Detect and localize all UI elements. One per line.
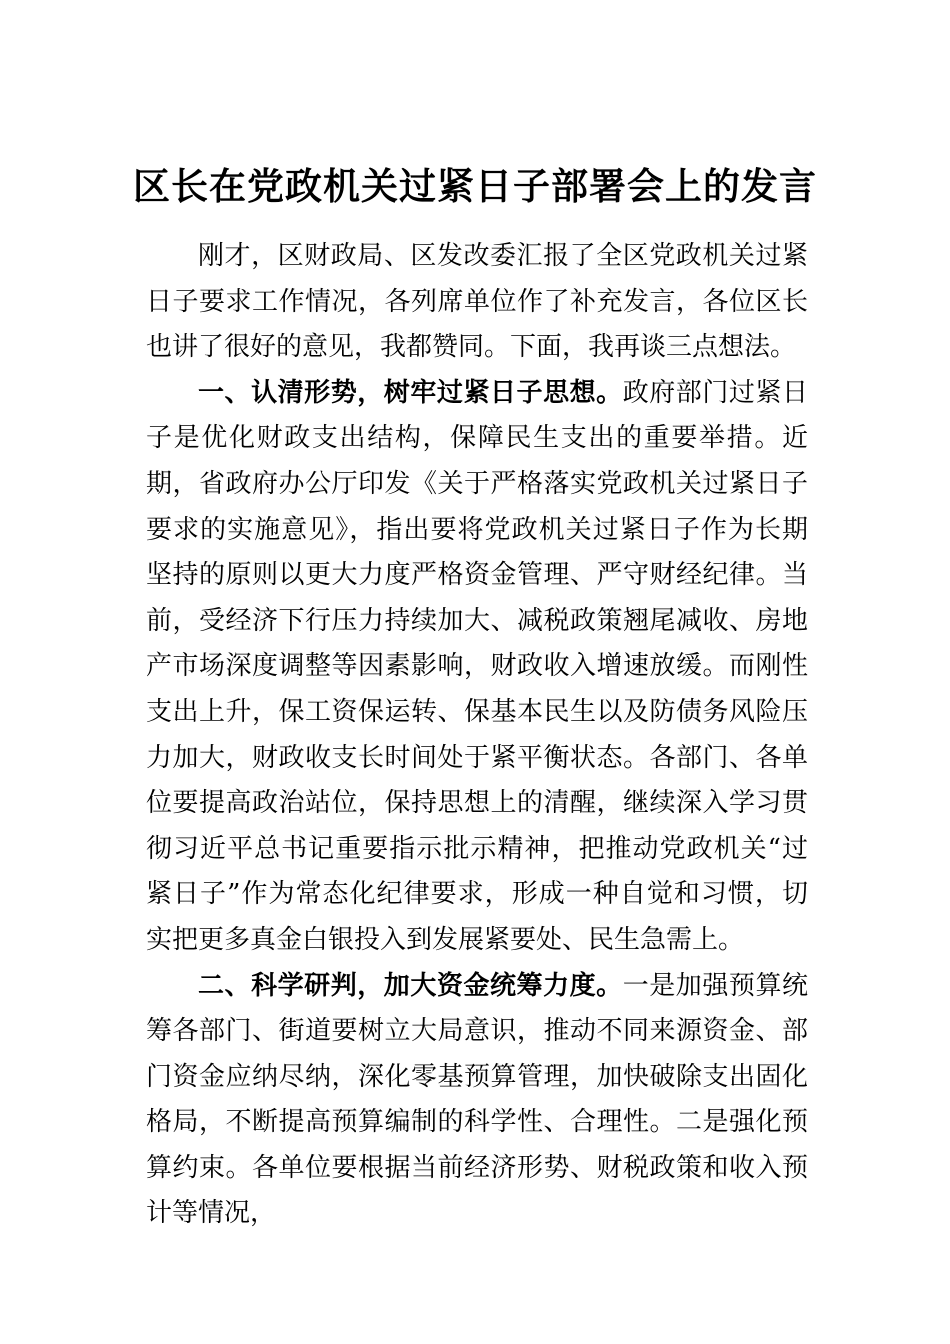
section-2-text: 一是加强预算统筹各部门、街道要树立大局意识，推动不同来源资金、部门资金应纳尽纳，深化零基预算管理，加快破除支出固化格局，不断提高预算编制的科学性、合理性。二是强化预算约束。各单位要根据当前经济形势、财税政策和收入预计等情况， [146,970,808,1229]
document-title: 区长在党政机关过紧日子部署会上的发言 [133,164,817,208]
section-1-heading: 一、认清形势，树牢过紧日子思想。 [198,377,623,408]
section-2-heading: 二、科学研判，加大资金统筹力度。 [198,970,623,1001]
document-body [146,234,808,1237]
section-2-paragraph [146,964,808,1238]
section-1-text: 政府部门过紧日子是优化财政支出结构，保障民生支出的重要举措。近期，省政府办公厅印发《关于严格落实党政机关过紧日子要求的实施意见》，指出要将党政机关过紧日子作为长期坚持的原则以更大力度严格资金管理、严守财经纪律。当前，受经济下行压力持续加大、减税政策翘尾减收、房地产市场深度调整等因素影响，财政收入增速放缓。而刚性支出上升，保工资保运转、保基本民生以及防债务风险压力加大，财政收支长时间处于紧平衡状态。各部门、各单位要提高政治站位，保持思想上的清醒，继续深入学习贯彻习近平总书记重要指示批示精神，把推动党政机关“过紧日子”作为常态化纪律要求，形成一种自觉和习惯，切实把更多真金白银投入到发展紧要处、民生急需上。 [146,377,808,955]
section-1-paragraph [146,371,808,964]
intro-paragraph: 刚才，区财政局、区发改委汇报了全区党政机关过紧日子要求工作情况，各列席单位作了补充发言，各位区长也讲了很好的意见，我都赞同。下面，我再谈三点想法。 [146,241,808,363]
